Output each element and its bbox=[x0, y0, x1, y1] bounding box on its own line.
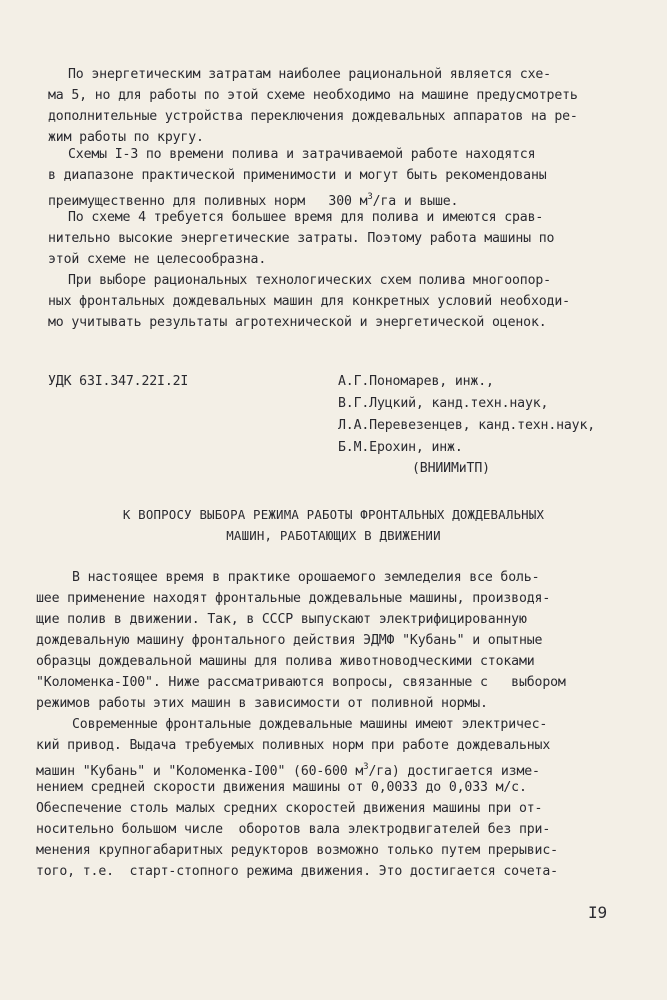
text-line: жим работы по кругу. bbox=[48, 130, 204, 145]
text-line: того, т.е. старт-стопного режима движения. Это достигается сочета- bbox=[36, 864, 558, 879]
page-number: I9 bbox=[588, 903, 607, 922]
text-line: преимущественно для поливных норм 300 $м^3/га$ и выше. bbox=[48, 192, 459, 209]
text-line: Схемы I-3 по времени полива и затрачиваемой работе находятся bbox=[68, 147, 536, 162]
text-line: Обеспечение столь малых средних скоростей движения машины при от- bbox=[36, 801, 543, 816]
text-line: этой схеме не целесообразна. bbox=[48, 252, 267, 267]
text-line: Современные фронтальные дождевальные машины имеют электричес- bbox=[72, 717, 548, 732]
author: В.Г.Луцкий, канд.техн.наук, bbox=[338, 396, 549, 411]
text-line: шее применение находят фронтальные дождевальные машины, производя- bbox=[36, 591, 551, 606]
text-line: в диапазоне практической применимости и могут быть рекомендованы bbox=[48, 168, 547, 183]
text-line: По схеме 4 требуется большее время для полива и имеются срав- bbox=[68, 210, 544, 225]
text-line: мо учитывать результаты агротехнической и энергетической оценок. bbox=[48, 315, 547, 330]
text-line: кий привод. Выдача требуемых поливных норм при работе дождевальных bbox=[36, 738, 551, 753]
text-line: По энергетическим затратам наиболее рациональной является схе- bbox=[68, 67, 551, 82]
udk-code: УДК 63I.347.22I.2I bbox=[48, 374, 189, 389]
article-title: К ВОПРОСУ ВЫБОРА РЕЖИМА РАБОТЫ ФРОНТАЛЬНЫХ ДОЖДЕВАЛЬНЫХ bbox=[122, 507, 545, 522]
text-line: ных фронтальных дождевальных машин для конкретных условий необходи- bbox=[48, 294, 570, 309]
text-line: В настоящее время в практике орошаемого земледелия все боль- bbox=[72, 570, 540, 585]
text-line: щие полив в движении. Так, в СССР выпускают электрифицированную bbox=[36, 612, 527, 627]
text-line: машин "Кубань" и "Коломенка-I00" (60-600 $м^3/га$) достигается изме- bbox=[36, 762, 540, 779]
article-title: МАШИН, РАБОТАЮЩИХ В ДВИЖЕНИИ bbox=[226, 528, 441, 543]
text-line: нением средней скорости движения машины от 0,0033 до 0,033 м/с. bbox=[36, 780, 527, 795]
text-line: дождевальную машину фронтального действия ЭДМФ "Кубань" и опытные bbox=[36, 633, 543, 648]
text-line: При выборе рациональных технологических схем полива многоопор- bbox=[68, 273, 551, 288]
author: Л.А.Перевезенцев, канд.техн.наук, bbox=[338, 418, 596, 433]
text-line: менения крупногабаритных редукторов возможно только путем прерывис- bbox=[36, 843, 558, 858]
institution: (ВНИИМиТП) bbox=[412, 461, 490, 476]
text-line: носительно большом числе оборотов вала электродвигателей без при- bbox=[36, 822, 551, 837]
text-line: дополнительные устройства переключения дождевальных аппаратов на ре- bbox=[48, 109, 578, 124]
text-line: режимов работы этих машин в зависимости от поливной нормы. bbox=[36, 696, 488, 711]
text-line: нительно высокие энергетические затраты. Поэтому работа машины по bbox=[48, 231, 555, 246]
author: А.Г.Пономарев, инж., bbox=[338, 374, 494, 389]
text-line: образцы дождевальной машины для полива животноводческими стоками bbox=[36, 654, 535, 669]
author: Б.М.Ерохин, инж. bbox=[338, 440, 463, 455]
text-line: ма 5, но для работы по этой схеме необходимо на машине предусмотреть bbox=[48, 88, 578, 103]
text-line: "Коломенка-I00". Ниже рассматриваются вопросы, связанные с выбором bbox=[36, 675, 566, 690]
